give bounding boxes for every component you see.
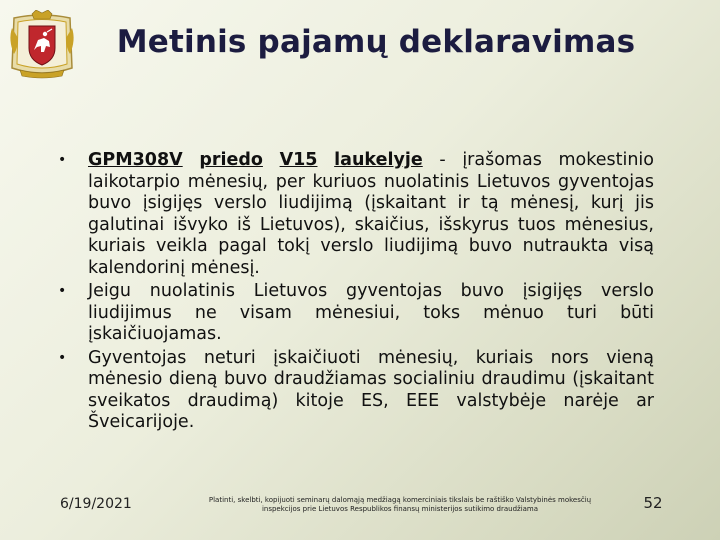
text-run: [263, 150, 280, 170]
bullet-list: [58, 150, 654, 434]
text-run: [317, 150, 334, 170]
footer-disclaimer: Platinti, skelbti, kopijuoti seminarų dalomąją medžiagą komerciniais tikslais be raštiško Valstybinės mokesčių inspekcijos prie Lietuvos Respublikos finansų ministerijos sutikimo draudžiama: [208, 496, 592, 513]
field-reference: laukelyje: [334, 150, 423, 170]
field-reference: V15: [279, 150, 318, 170]
page-number: 52: [643, 494, 663, 512]
bullet-item: [58, 281, 654, 346]
text-run: [183, 150, 200, 170]
bullet-text: Gyventojas neturi įskaičiuoti mėnesių, kuriais nors vieną mėnesio dieną buvo draudžiamas socialiniu draudimu (įskaitant sveikatos draudimą) kitoje ES, EEE valstybėje narėje ar Šveicarijoje.: [88, 347, 654, 432]
bullet-dot-icon: •: [58, 283, 67, 299]
field-reference: priedo: [199, 150, 263, 170]
bullet-item: [58, 150, 654, 279]
bullet-dot-icon: •: [58, 349, 67, 366]
slide-title: Metinis pajamų deklaravimas: [116, 24, 636, 60]
coat-of-arms-icon: [8, 10, 76, 80]
field-reference: GPM308V: [88, 150, 183, 170]
bullet-item: [58, 348, 654, 434]
footer-date: 6/19/2021: [60, 496, 132, 512]
bullet-dot-icon: •: [58, 152, 67, 168]
bullet-text: - įrašomas mokestinio laikotarpio mėnesių, per kuriuos nuolatinis Lietuvos gyventojas buvo įsigijęs verslo liudijimą (įskaitant ir tą mėnesį, kurį jis galutinai išvyko iš Lietuvos), skaičius, išskyrus tuos mėnesius, kuriais veikla pagal tokį verslo liudijimą buvo nutraukta visą kalendorinį mėnesį.: [88, 150, 654, 278]
bullet-text: Jeigu nuolatinis Lietuvos gyventojas buvo įsigijęs verslo liudijimus ne visam mėnesiui, toks mėnuo turi būti įskaičiuojamas.: [88, 281, 654, 344]
